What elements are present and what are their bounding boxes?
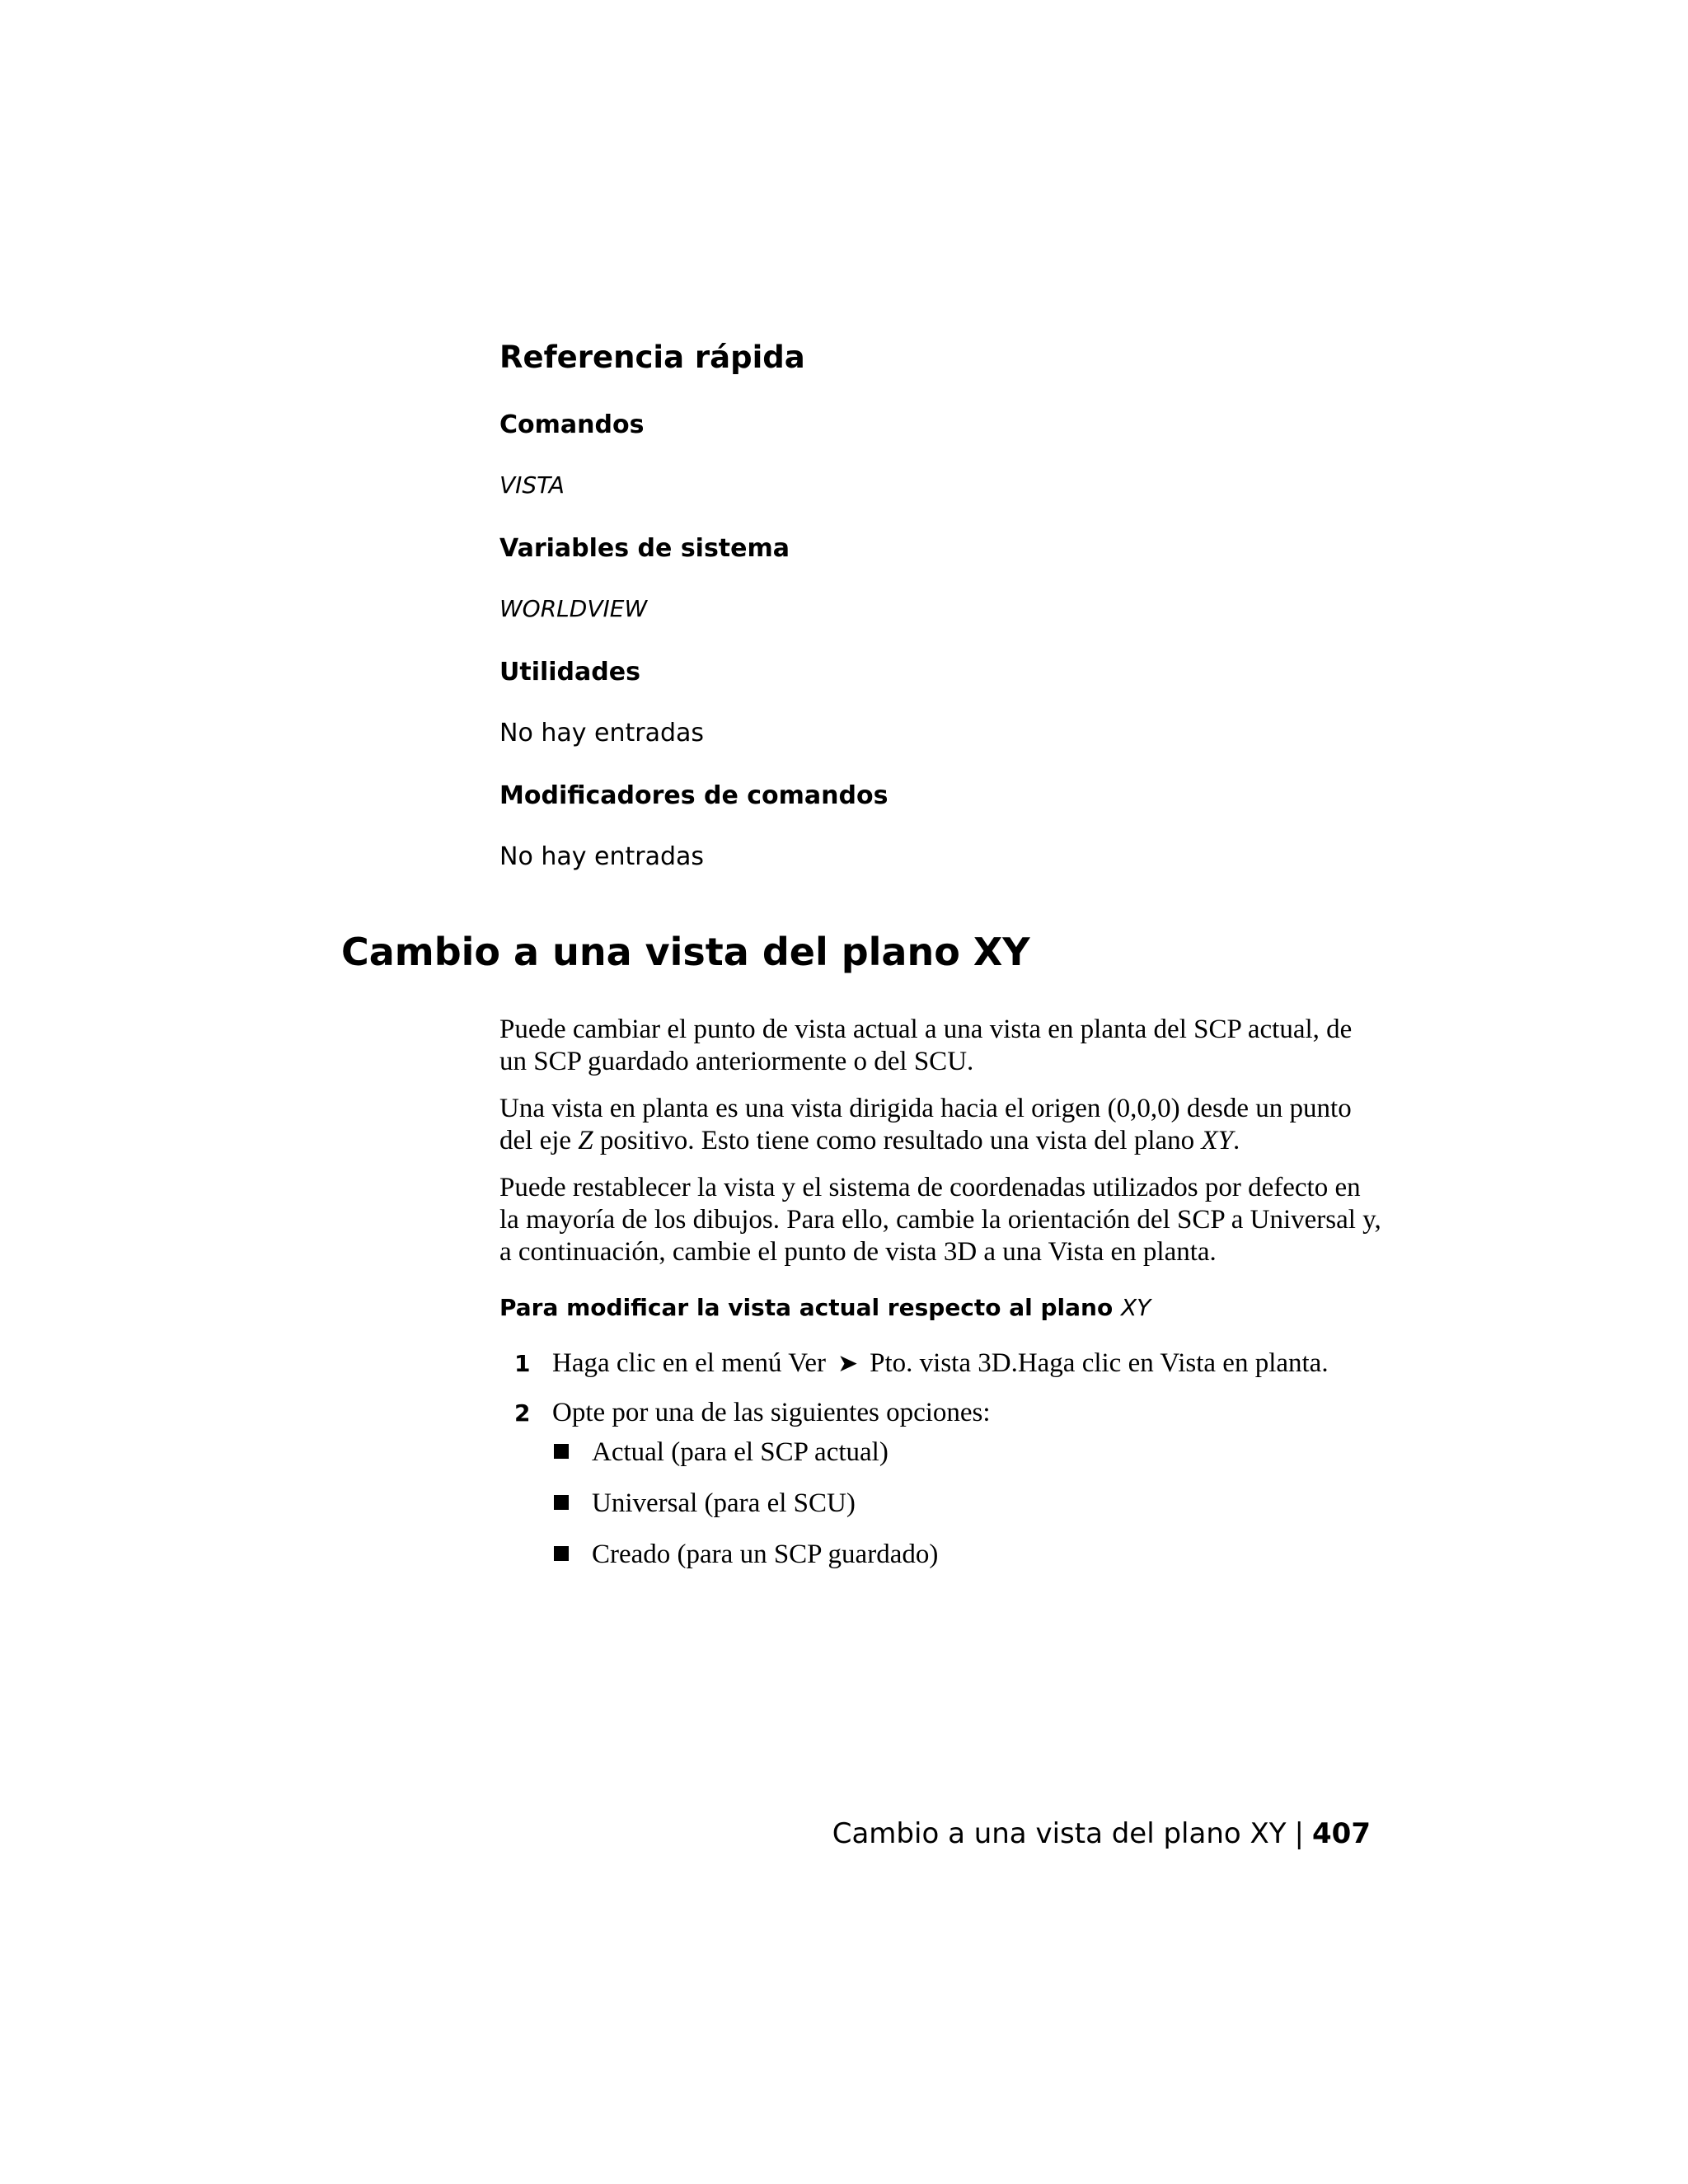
system-variables-heading: Variables de sistema — [499, 534, 790, 563]
square-bullet-icon — [554, 1495, 569, 1510]
paragraph-1: Puede cambiar el punto de vista actual a una vista en planta del SCP actual, de un SCP guardado anteriormente o del SCU. — [499, 1015, 1353, 1076]
procedure-title — [499, 1294, 1151, 1321]
commands-heading: Comandos — [499, 410, 645, 439]
option-item — [554, 1540, 938, 1570]
paragraph-2-xy: XY — [1201, 1126, 1233, 1155]
paragraph-2 — [499, 1093, 1381, 1157]
option-text: Actual (para el SCP actual) — [592, 1437, 889, 1467]
section-title: Cambio a una vista del plano XY — [341, 930, 1030, 974]
step-1 — [514, 1348, 1329, 1379]
utilities-item: No hay entradas — [499, 719, 705, 748]
command-modifiers-item: No hay entradas — [499, 842, 705, 871]
step-2 — [514, 1398, 991, 1428]
quick-reference-title: Referencia rápida — [499, 340, 805, 375]
command-modifiers-heading: Modificadores de comandos — [499, 781, 889, 810]
step-1-text-after: Pto. vista 3D.Haga clic en Vista en planta. — [870, 1348, 1329, 1378]
paragraph-2-text-b: positivo. Esto tiene como resultado una vista del plano — [593, 1126, 1202, 1155]
option-text: Universal (para el SCU) — [592, 1488, 856, 1518]
paragraph-2-text-a: Una vista en planta es una vista dirigida hacia el origen (0,0,0) desde un punto del eje — [499, 1094, 1352, 1155]
arrow-icon: ➤ — [837, 1350, 859, 1377]
page-footer — [832, 1817, 1371, 1850]
footer-separator: | — [1294, 1817, 1305, 1850]
commands-item: VISTA — [499, 471, 565, 499]
procedure-title-text: Para modificar la vista actual respecto al plano — [499, 1294, 1114, 1321]
procedure-title-xy: XY — [1120, 1294, 1151, 1321]
option-item — [554, 1437, 889, 1468]
paragraph-2-text-c: . — [1232, 1126, 1240, 1155]
page-number: 407 — [1312, 1817, 1371, 1850]
square-bullet-icon — [554, 1444, 569, 1459]
system-variables-item: WORLDVIEW — [499, 595, 648, 622]
step-2-text: Opte por una de las siguientes opciones: — [552, 1398, 991, 1427]
step-1-text-before: Haga clic en el menú Ver — [552, 1348, 826, 1378]
option-text: Creado (para un SCP guardado) — [592, 1540, 939, 1569]
footer-title: Cambio a una vista del plano XY — [832, 1817, 1287, 1850]
step-2-number: 2 — [514, 1399, 531, 1427]
paragraph-3: Puede restablecer la vista y el sistema de coordenadas utilizados por defecto en la mayoría de los dibujos. Para ello, cambie la orientación del SCP a Universal y, a continuación, cambie el punto de vista 3D a una Vista en planta. — [499, 1173, 1381, 1267]
utilities-heading: Utilidades — [499, 658, 640, 687]
paragraph-2-z: Z — [578, 1126, 593, 1155]
step-1-number: 1 — [514, 1350, 531, 1377]
option-item — [554, 1488, 856, 1519]
square-bullet-icon — [554, 1546, 569, 1561]
